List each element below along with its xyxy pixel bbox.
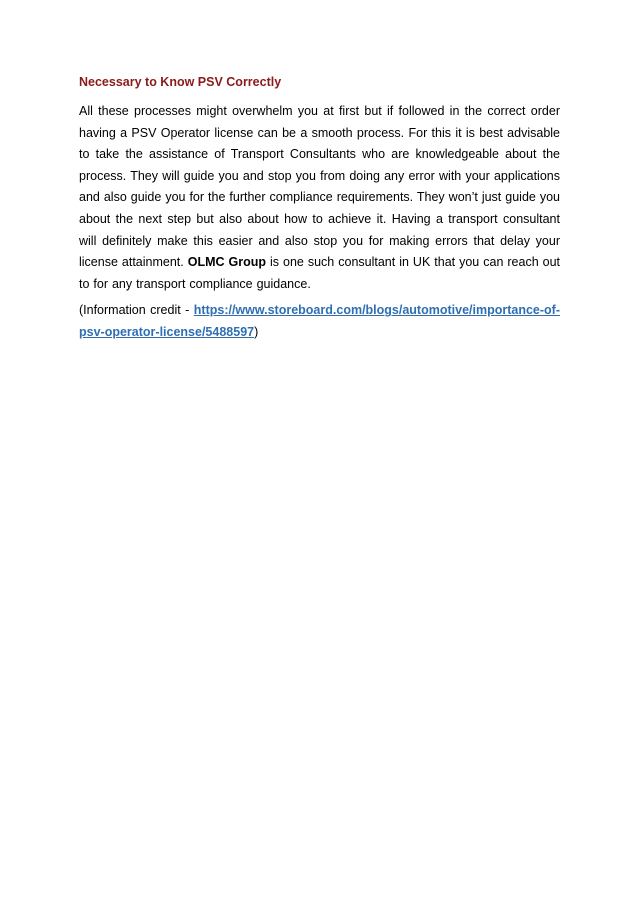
document-content (79, 73, 560, 344)
paragraph-text-part2: is one such consultant in UK that you can reach out to for any transport compliance guidance. (79, 255, 561, 291)
paragraph-text-part1: All these processes might overwhelm you at first but if followed in the correct order having a PSV Operator license can be a smooth process. For this it is best advisable to take the assistance of Transport Consultants who are knowledgeable about the process. They will guide you and stop you from doing any error with your applications and also guide you for the further compliance requirements. They won’t just guide you about the next step but also about how to achieve it. Having a transport consultant will definitely make this easier and also stop you for making errors that delay your license attainment. (79, 104, 560, 270)
body-paragraph (79, 101, 560, 295)
information-credit (79, 300, 560, 343)
section-heading: Necessary to Know PSV Correctly (79, 75, 282, 89)
credit-suffix: ) (254, 324, 259, 339)
company-name: OLMC Group (187, 255, 267, 270)
credit-prefix: (Information credit - (79, 303, 194, 318)
credit-link[interactable]: https://www.storeboard.com/blogs/automotive/importance-of-psv-operator-license/5488597 (79, 303, 560, 339)
